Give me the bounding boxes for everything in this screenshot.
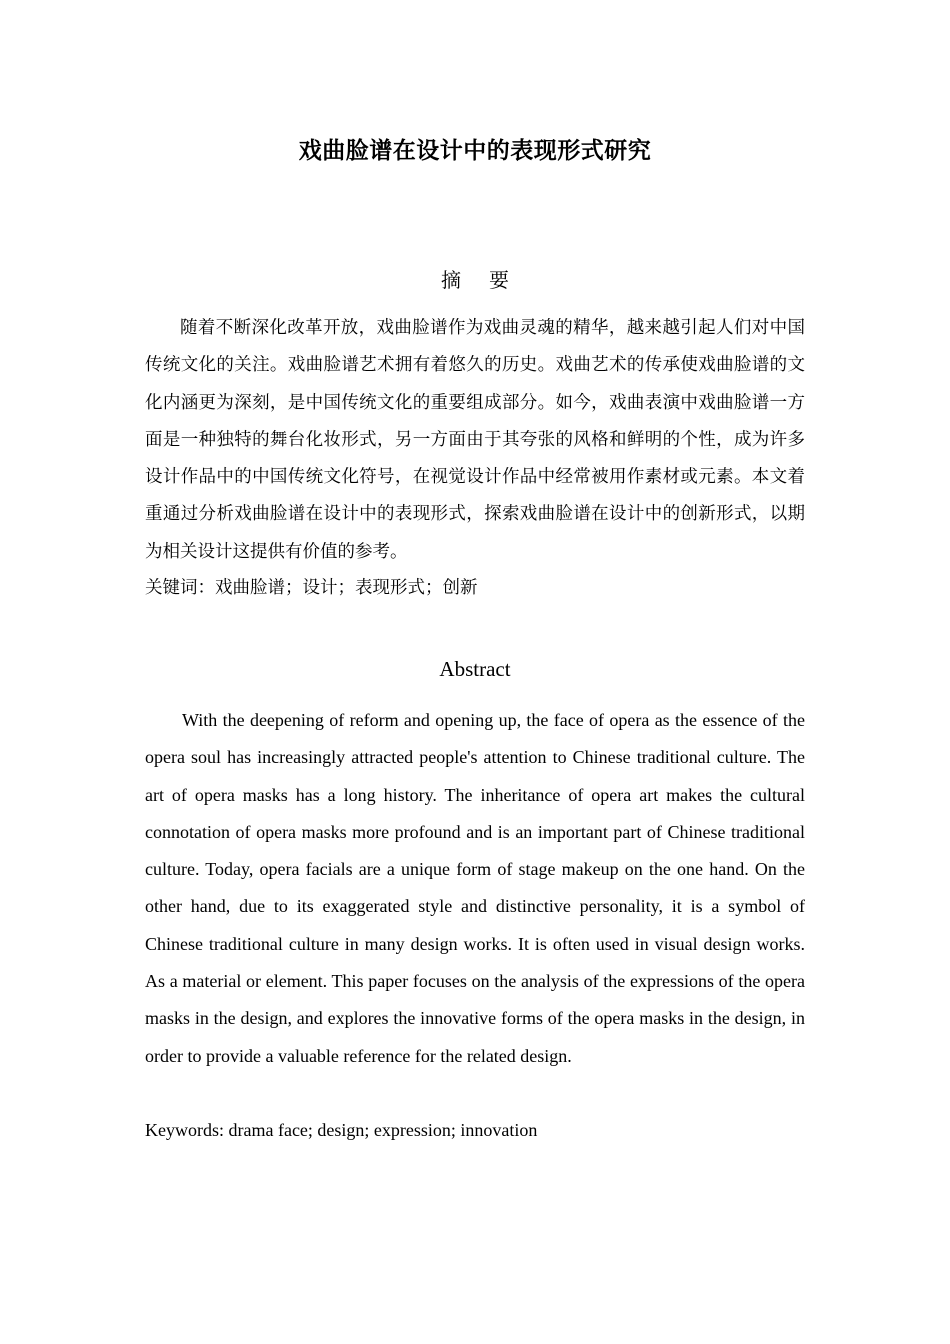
paper-title: 戏曲脸谱在设计中的表现形式研究 — [298, 138, 652, 164]
chinese-abstract-heading: 摘要 — [441, 268, 537, 292]
english-abstract-heading: Abstract — [439, 657, 511, 681]
chinese-abstract-body: 随着不断深化改革开放，戏曲脸谱作为戏曲灵魂的精华，越来越引起人们对中国传统文化的关注。戏曲脸谱艺术拥有着悠久的历史。戏曲艺术的传承使戏曲脸谱的文化内涵更为深刻，是中国传统文化的重要组成部分。如今，戏曲表演中戏曲脸谱一方面是一种独特的舞台化妆形式，另一方面由于其夸张的风格和鲜明的个性，成为许多设计作品中的中国传统文化符号，在视觉设计作品中经常被用作素材或元素。本文着重通过分析戏曲脸谱在设计中的表现形式，探索戏曲脸谱在设计中的创新形式，以期为相关设计这提供有价值的参考。 — [145, 318, 805, 562]
english-abstract-body: With the deepening of reform and opening up, the face of opera as the essence of the opera soul has increasingly attracted people's attention to Chinese traditional culture. The art of opera masks has a long history. The inheritance of opera art makes the cultural connotation of opera masks more profound and is an important part of Chinese traditional culture. Today, opera facials are a unique form of stage makeup on the one hand. On the other hand, due to its exaggerated style and distinctive personality, it is a symbol of Chinese traditional culture in many design works. It is often used in visual design works. As a material or element. This paper focuses on the analysis of the expressions of the opera masks in the design, and explores the innovative forms of the opera masks in the design, in order to provide a valuable reference for the related design. — [145, 710, 805, 1066]
english-keywords: Keywords: drama face; design; expression; innovation — [145, 1120, 538, 1140]
chinese-keywords: 关键词：戏曲脸谱；设计；表现形式；创新 — [145, 578, 478, 598]
